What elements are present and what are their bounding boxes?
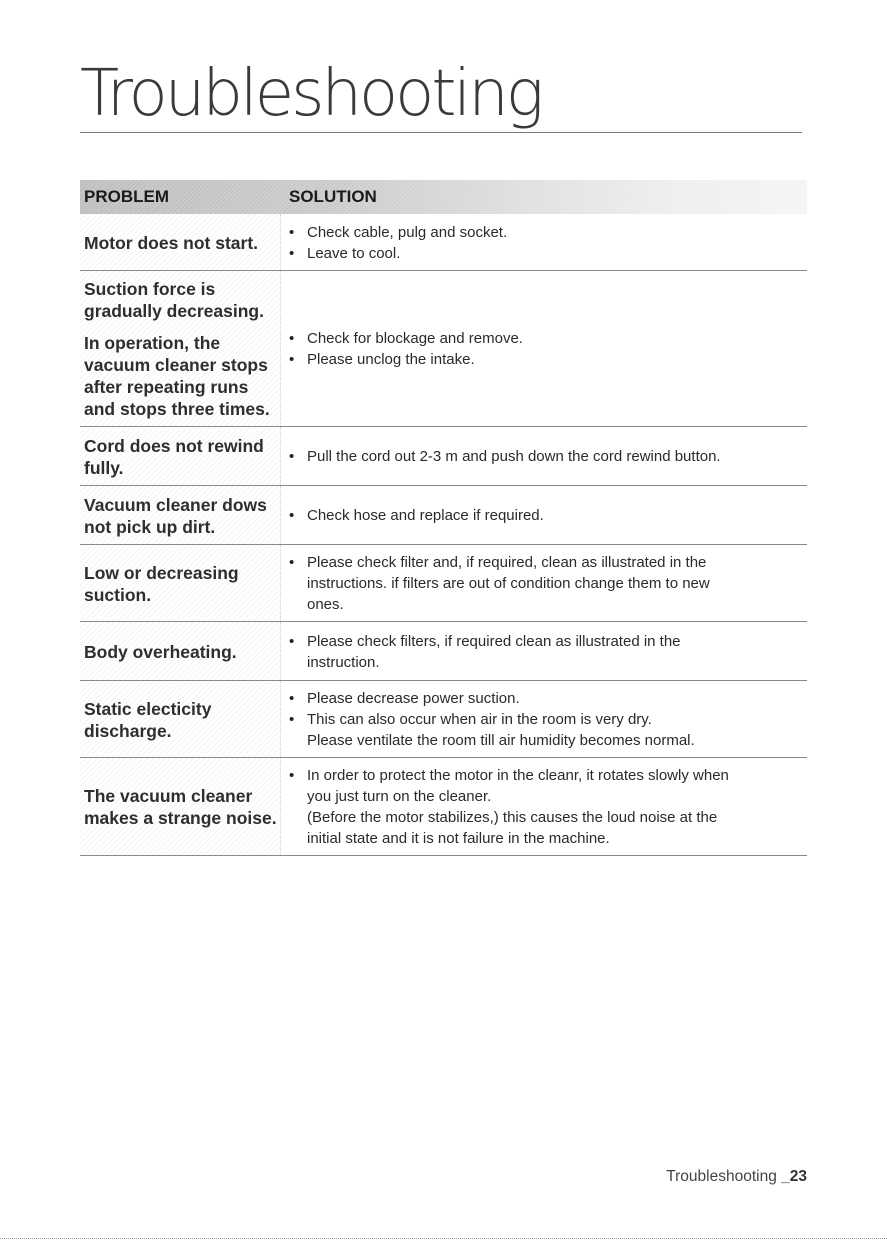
solution-text: Check hose and replace if required. — [307, 507, 544, 524]
page-footer — [666, 1168, 807, 1186]
bullet-icon: • — [289, 244, 295, 262]
footer-label: Troubleshooting — [666, 1168, 782, 1185]
problem-text: The vacuum cleaner makes a strange noise. — [84, 786, 277, 828]
problem-cell — [80, 758, 281, 855]
solution-line — [287, 505, 803, 526]
problem-text: Low or decreasing suction. — [84, 562, 239, 605]
bullet-icon: • — [289, 711, 295, 728]
bullet-icon: • — [289, 767, 295, 784]
solution-line — [287, 222, 803, 243]
solution-text: you just turn on the cleaner. — [307, 788, 492, 805]
solution-line — [287, 730, 803, 751]
bullet-icon: • — [289, 507, 295, 524]
header-problem: PROBLEM — [84, 187, 169, 206]
solution-cell — [281, 214, 807, 270]
problem-cell — [80, 427, 281, 485]
solution-text: Leave to cool. — [307, 244, 401, 262]
solution-cell — [281, 758, 807, 855]
solution-text: Please check filter and, if required, clean as illustrated in the — [307, 554, 707, 571]
solution-text: This can also occur when air in the room is very dry. — [307, 711, 652, 728]
problem-text: Suction force is gradually decreasing. — [84, 279, 264, 321]
solution-line — [287, 349, 803, 370]
bullet-icon: • — [289, 223, 295, 241]
troubleshooting-table — [80, 180, 807, 856]
problem-text: Body overheating. — [84, 641, 237, 662]
problem-text: Static electicity discharge. — [84, 698, 212, 741]
solution-line — [287, 828, 803, 849]
solution-line — [287, 652, 803, 673]
problem-cell — [80, 681, 281, 757]
solution-text: Please unclog the intake. — [307, 351, 475, 368]
solution-line — [287, 786, 803, 807]
bullet-icon: • — [289, 448, 295, 465]
solution-cell — [281, 427, 807, 485]
solution-line — [287, 765, 803, 786]
solution-cell — [281, 681, 807, 757]
solution-text: Please decrease power suction. — [307, 690, 520, 707]
solution-line — [287, 594, 803, 615]
solution-line — [287, 709, 803, 730]
table-body — [80, 214, 807, 856]
solution-line — [287, 328, 803, 349]
solution-cell — [281, 545, 807, 621]
table-row — [80, 758, 807, 856]
table-row — [80, 681, 807, 758]
bullet-icon: • — [289, 632, 295, 650]
solution-cell — [281, 486, 807, 544]
table-row — [80, 622, 807, 681]
solution-cell — [281, 622, 807, 680]
solution-text: initial state and it is not failure in the machine. — [307, 830, 610, 847]
solution-line — [287, 446, 803, 467]
problem-cell — [80, 545, 281, 621]
bullet-icon: • — [289, 351, 295, 368]
solution-text: Please check filters, if required clean as illustrated in the — [307, 632, 681, 650]
table-header — [80, 180, 807, 214]
solution-text: instructions. if filters are out of condition change them to new — [307, 575, 710, 592]
solution-line — [287, 688, 803, 709]
problem-cell — [80, 622, 281, 680]
table-row — [80, 486, 807, 545]
solution-text: Please ventilate the room till air humidity becomes normal. — [307, 732, 695, 749]
bullet-icon: • — [289, 554, 295, 571]
solution-cell — [281, 271, 807, 426]
solution-text: In order to protect the motor in the cleanr, it rotates slowly when — [307, 767, 729, 784]
table-row — [80, 545, 807, 622]
solution-line — [287, 807, 803, 828]
solution-text: Check cable, pulg and socket. — [307, 223, 508, 241]
solution-text: (Before the motor stabilizes,) this causes the loud noise at the — [307, 809, 718, 826]
table-row — [80, 427, 807, 486]
solution-text: instruction. — [307, 653, 380, 671]
problem-cell — [80, 486, 281, 544]
problem-text: Cord does not rewind fully. — [84, 435, 264, 478]
solution-line — [287, 552, 803, 573]
solution-line — [287, 243, 803, 264]
solution-text: ones. — [307, 596, 344, 613]
problem-cell — [80, 214, 281, 270]
table-row — [80, 214, 807, 271]
solution-text: Pull the cord out 2-3 m and push down the cord rewind button. — [307, 448, 721, 465]
problem-text: Vacuum cleaner dows not pick up dirt. — [84, 494, 267, 537]
bullet-icon: • — [289, 690, 295, 707]
solution-line — [287, 573, 803, 594]
solution-text: Check for blockage and remove. — [307, 330, 523, 347]
header-solution: SOLUTION — [289, 187, 377, 206]
title-rule — [80, 132, 802, 133]
page-edge — [0, 1238, 887, 1239]
table-row — [80, 271, 807, 427]
bullet-icon: • — [289, 330, 295, 347]
page-number: _23 — [781, 1168, 807, 1185]
problem-text: In operation, the vacuum cleaner stops after repeating runs and stops three times. — [84, 333, 270, 419]
solution-line — [287, 631, 803, 652]
problem-cell — [80, 271, 281, 426]
problem-text: Motor does not start. — [84, 232, 259, 253]
page-title: Troubleshooting — [80, 57, 542, 131]
